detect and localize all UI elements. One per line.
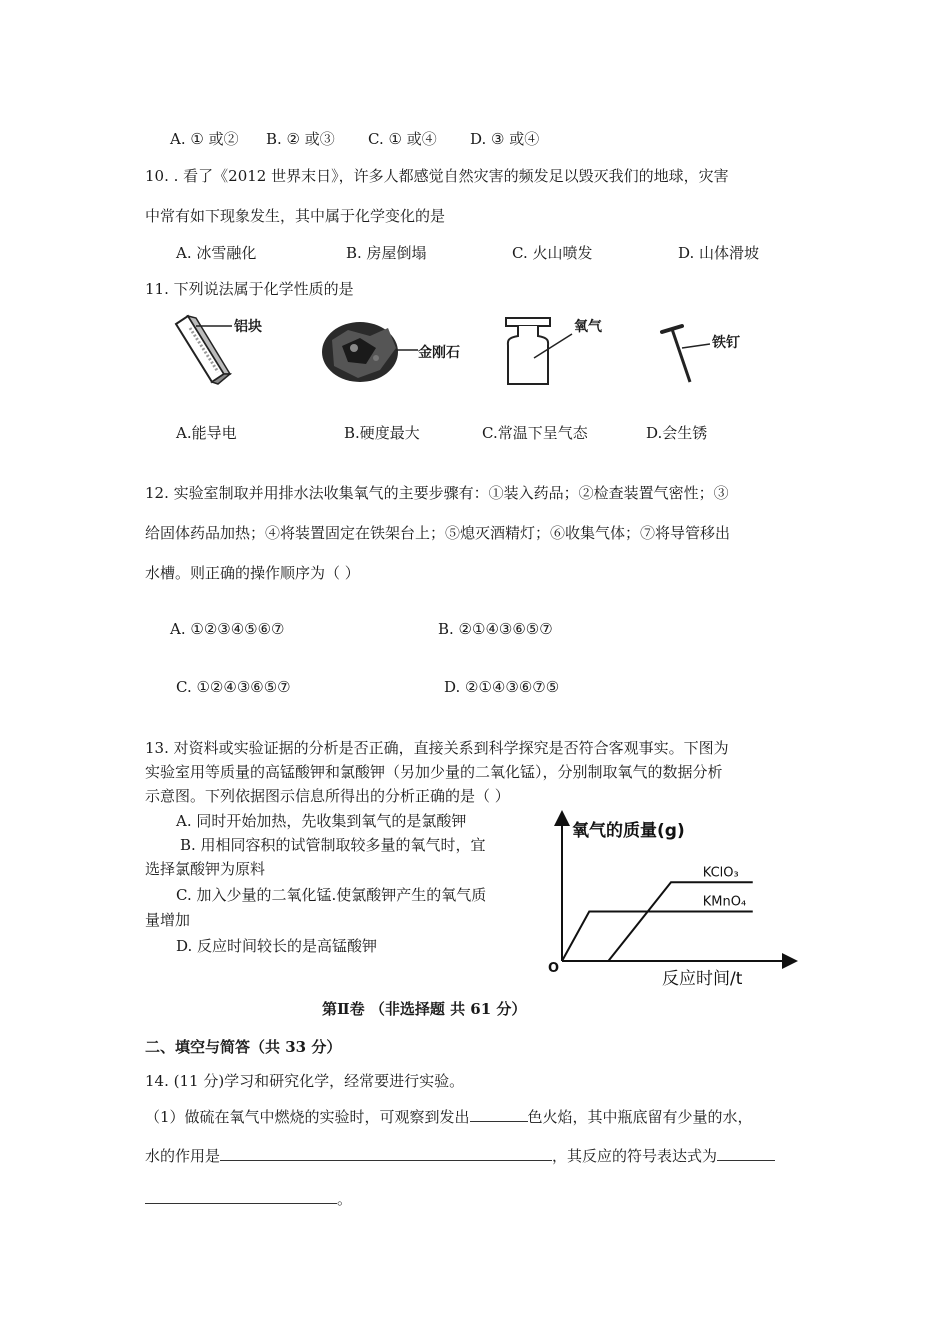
flame-color-blank[interactable] bbox=[470, 1107, 528, 1122]
q12-line2: 给固体药品加热；④将装置固定在铁架台上；⑤熄灭酒精灯；⑥收集气体；⑦将导管移出 bbox=[145, 524, 731, 542]
aluminum-block-label: 铝块 bbox=[234, 319, 262, 335]
q13-option-c-line1: C. 加入少量的二氧化锰.使氯酸钾产生的氧气质 bbox=[176, 886, 487, 904]
q13-line2: 实验室用等质量的高锰酸钾和氯酸钾（另加少量的二氧化锰），分别制取氧气的数据分析 bbox=[145, 763, 723, 781]
q10-option-a: A. 冰雪融化 bbox=[176, 244, 257, 262]
equation-blank-start[interactable] bbox=[717, 1146, 775, 1161]
equation-blank-end[interactable] bbox=[145, 1189, 337, 1204]
q13-line1: 13. 对资料或实验证据的分析是否正确，直接关系到科学探究是否符合客观事实。下图为 bbox=[145, 739, 729, 757]
q11-option-a: A.能导电 bbox=[176, 424, 237, 442]
volume-heading: 第Ⅱ卷 （非选择题 共 61 分） bbox=[322, 1000, 527, 1018]
q13-line3: 示意图。下列依据图示信息所得出的分析正确的是（ ） bbox=[145, 787, 510, 805]
iron-nail-label: 铁钉 bbox=[712, 335, 740, 351]
series-label-1: KMnO₄ bbox=[702, 894, 747, 910]
section-heading: 二、填空与简答（共 33 分） bbox=[145, 1038, 342, 1056]
q13-option-c-line2: 量增加 bbox=[145, 911, 191, 929]
q9-option-b: B. ② 或③ bbox=[266, 130, 335, 148]
q9-option-d: D. ③ 或④ bbox=[470, 130, 540, 148]
q12-line3: 水槽。则正确的操作顺序为（ ） bbox=[145, 564, 360, 582]
q14-part1-line3 bbox=[145, 1188, 352, 1209]
q10-option-c: C. 火山喷发 bbox=[512, 244, 593, 262]
q14-part1-line2 bbox=[145, 1145, 775, 1166]
q14-stem: 14. (11 分)学习和研究化学，经常要进行实验。 bbox=[145, 1072, 465, 1090]
q9-option-c: C. ① 或④ bbox=[368, 130, 437, 148]
q9-option-a: A. ① 或② bbox=[170, 130, 239, 148]
series-line-1 bbox=[562, 912, 753, 962]
q11-option-c: C.常温下呈气态 bbox=[482, 424, 588, 442]
q10-line2: 中常有如下现象发生，其中属于化学变化的是 bbox=[145, 207, 446, 225]
q13-option-b-line2: 选择氯酸钾为原料 bbox=[145, 860, 266, 878]
q11-figure-a bbox=[168, 312, 298, 392]
water-function-blank[interactable] bbox=[220, 1146, 552, 1161]
q14-part1-line1 bbox=[145, 1106, 753, 1127]
q14-part1-text-b: 色火焰，其中瓶底留有少量的水， bbox=[527, 1108, 753, 1126]
aluminum-block-icon bbox=[168, 312, 298, 392]
iron-nail-icon bbox=[652, 318, 782, 388]
oxygen-label: 氧气 bbox=[574, 319, 602, 335]
q11-figure-d bbox=[652, 318, 782, 388]
q13-option-a: A. 同时开始加热，先收集到氧气的是氯酸钾 bbox=[176, 812, 467, 830]
y-axis-label: 氧气的质量(g) bbox=[572, 821, 685, 841]
diamond-label: 金刚石 bbox=[418, 345, 460, 361]
q11-stem: 11. 下列说法属于化学性质的是 bbox=[145, 280, 354, 298]
q14-part1-text-c: 水的作用是 bbox=[145, 1147, 221, 1165]
series-label-0: KClO₃ bbox=[702, 865, 739, 881]
q12-option-b: B. ②①④③⑥⑤⑦ bbox=[438, 620, 553, 638]
origin-label: O bbox=[548, 961, 560, 976]
q10-option-d: D. 山体滑坡 bbox=[678, 244, 760, 262]
x-axis-label: 反应时间/t bbox=[662, 969, 743, 989]
q14-part1-text-a: （1）做硫在氧气中燃烧的实验时，可观察到发出 bbox=[145, 1108, 470, 1126]
q11-option-d: D.会生锈 bbox=[646, 424, 708, 442]
q12-option-d: D. ②①④③⑥⑦⑤ bbox=[444, 678, 560, 696]
q12-option-c: C. ①②④③⑥⑤⑦ bbox=[176, 678, 291, 696]
q10-option-b: B. 房屋倒塌 bbox=[346, 244, 427, 262]
q12-line1: 12. 实验室制取并用排水法收集氧气的主要步骤有：①装入药品；②检查装置气密性；③ bbox=[145, 484, 729, 502]
q10-line1: 10. . 看了《2012 世界末日》，许多人都感觉自然灾害的频发足以毁灭我们的地球，灾害 bbox=[145, 167, 729, 185]
q11-figure-c bbox=[500, 312, 620, 392]
q11-figure-b bbox=[318, 318, 478, 398]
oxygen-mass-chart bbox=[540, 806, 800, 992]
q14-part1-text-d: ，其反应的符号表达式为 bbox=[552, 1147, 718, 1165]
q11-option-b: B.硬度最大 bbox=[344, 424, 420, 442]
q14-part1-text-e: 。 bbox=[337, 1190, 353, 1208]
q12-option-a: A. ①②③④⑤⑥⑦ bbox=[170, 620, 285, 638]
q13-option-d: D. 反应时间较长的是高锰酸钾 bbox=[176, 937, 378, 955]
gas-bottle-icon bbox=[500, 312, 620, 392]
q13-option-b-line1: B. 用相同容积的试管制取较多量的氧气时，宜 bbox=[180, 836, 486, 854]
